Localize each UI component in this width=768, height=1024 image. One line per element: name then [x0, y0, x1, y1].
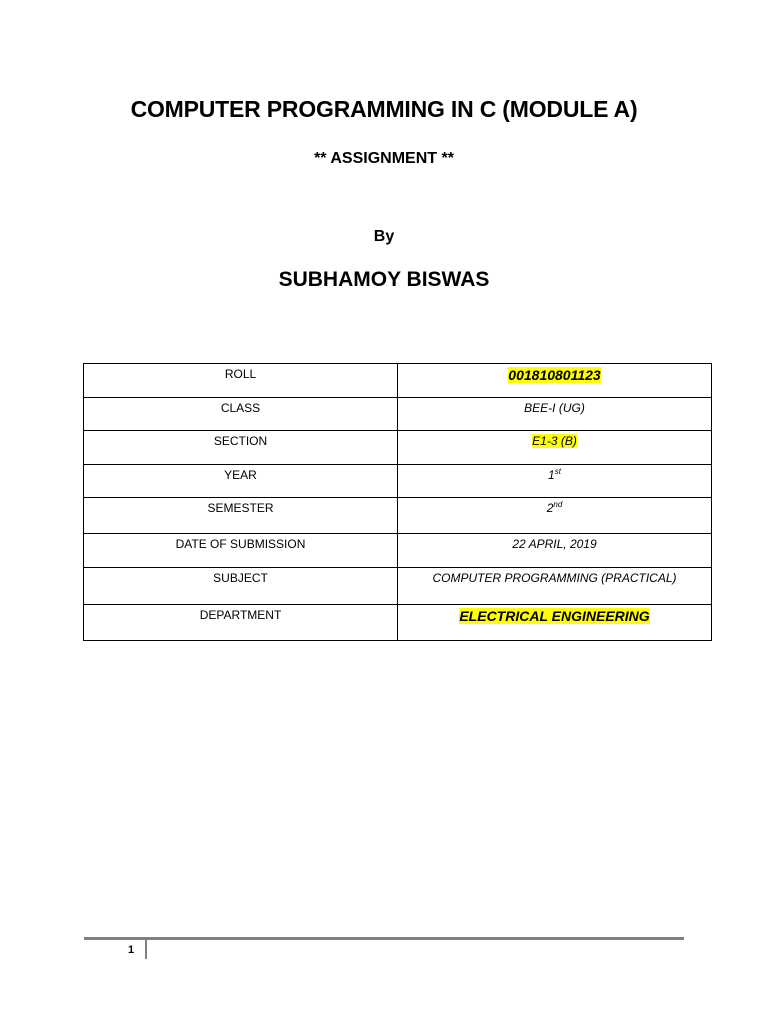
department-label: DEPARTMENT	[84, 605, 398, 641]
section-value: E1-3 (B)	[532, 434, 577, 448]
semester-value: 2	[546, 501, 554, 515]
class-value: BEE-I (UG)	[398, 398, 712, 431]
table-row-department	[84, 605, 712, 641]
by-label: By	[373, 228, 395, 245]
date-value: 22 APRIL, 2019	[398, 534, 712, 568]
department-value-cell	[398, 605, 712, 641]
document-subtitle: ** ASSIGNMENT **	[314, 150, 454, 167]
year-label: YEAR	[84, 465, 398, 498]
year-value: 1	[548, 468, 555, 482]
class-label: CLASS	[84, 398, 398, 431]
section-value-cell	[398, 431, 712, 465]
department-value: ELECTRICAL ENGINEERING	[459, 608, 650, 624]
year-suffix: st	[554, 467, 561, 476]
roll-value-cell	[398, 364, 712, 398]
subject-label: SUBJECT	[84, 568, 398, 605]
footer-rule	[84, 937, 684, 940]
subject-value: COMPUTER PROGRAMMING (PRACTICAL)	[398, 568, 712, 605]
table-row-date	[84, 534, 712, 568]
year-value-cell	[398, 465, 712, 498]
footer-separator	[145, 940, 147, 959]
table-row-semester	[84, 498, 712, 534]
page-number: 1	[128, 944, 135, 956]
table-row-subject	[84, 568, 712, 605]
roll-label: ROLL	[84, 364, 398, 398]
table-row-year	[84, 465, 712, 498]
document-title: COMPUTER PROGRAMMING IN C (MODULE A)	[130, 96, 638, 122]
table-row-class	[84, 398, 712, 431]
semester-value-cell	[398, 498, 712, 534]
date-label: DATE OF SUBMISSION	[84, 534, 398, 568]
table-row-roll	[84, 364, 712, 398]
semester-suffix: nd	[553, 500, 563, 509]
section-label: SECTION	[84, 431, 398, 465]
info-table	[83, 363, 712, 641]
semester-label: SEMESTER	[84, 498, 398, 534]
table-row-section	[84, 431, 712, 465]
author-name: SUBHAMOY BISWAS	[278, 268, 490, 291]
roll-value: 001810801123	[508, 367, 601, 383]
